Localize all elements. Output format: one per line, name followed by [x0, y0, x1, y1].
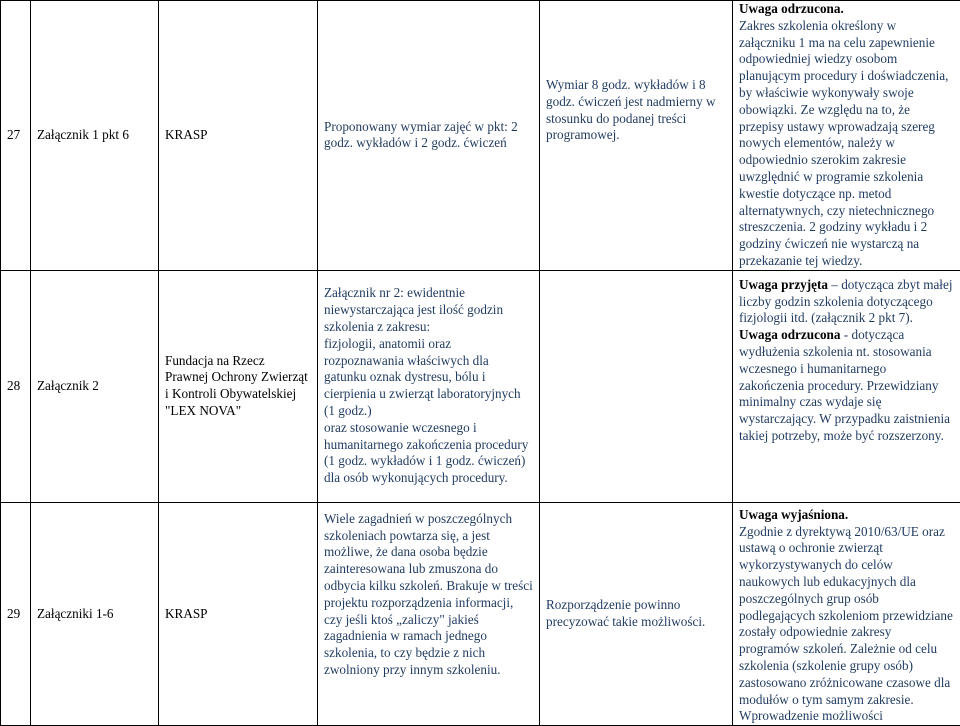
comment-text: Wiele zagadnień w poszczególnych szkoleniach powtarza się, a jest możliwe, że dana osoba będzie zainteresowana lub zmuszona do odbycia kilku szkoleń. Brakuje w treści projektu rozporządzenia informacji, czy jeśli ktoś „zaliczy" jakieś zagadnienia w ramach jednego szkolenia, to czy będzie z nich zwolniony przy innym szkoleniu. — [324, 511, 533, 679]
proposal-text: Wymiar 8 godz. wykładów i 8 godz. ćwiczeń jest nadmierny w stosunku do podanej treści programowej. — [546, 77, 726, 144]
comment-cell — [318, 270, 540, 502]
reference-cell: Załączniki 1-6 — [31, 502, 159, 725]
table-row — [1, 270, 960, 502]
response-cell — [733, 1, 960, 271]
reference-cell: Załącznik 2 — [31, 270, 159, 502]
response-cell — [733, 502, 960, 725]
response-title: Uwaga przyjęta — [739, 277, 828, 292]
row-number: 27 — [1, 1, 31, 271]
row-number: 28 — [1, 270, 31, 502]
reference-cell: Załącznik 1 pkt 6 — [31, 1, 159, 271]
response-title: Uwaga odrzucona — [739, 327, 840, 342]
comment-text-1: Załącznik nr 2: ewidentnie niewystarczająca jest ilość godzin szkolenia z zakresu: — [324, 285, 533, 335]
comment-cell — [318, 1, 540, 271]
table-row — [1, 502, 960, 725]
organization-cell: Fundacja na Rzecz Prawnej Ochrony Zwierząt i Kontroli Obywatelskiej "LEX NOVA" — [159, 270, 318, 502]
table-row — [1, 1, 960, 271]
response-body: Zgodnie z dyrektywą 2010/63/UE oraz ustawą o ochronie zwierząt wykorzystywanych do celów naukowych lub edukacyjnych dla poszczególnych grup osób podlegających szkoleniom przewidziane zostały odpowiednie zakresy programów szkoleń. Zależnie od celu szkolenia (szkolenie grupy osób) zastosowano zróżnicowane czasowe dla modułów o tym samym zakresie. Wprowadzenie możliwości — [739, 524, 954, 726]
comment-text-3: oraz stosowanie wczesnego i humanitarnego zakończenia procedury (1 godz. wykładów i 1 godz. ćwiczeń) dla osób wykonujących procedury. — [324, 420, 533, 487]
response-body: Zakres szkolenia określony w załączniku 1 ma na celu zapewnienie odpowiedniej wiedzy osobom planującym procedury i doświadczenia, by właściwie wykonywały swoje obowiązki. Ze względu na to, że przepisy ustawy wprowadzają szereg nowych elementów, należy w odpowiednio szerokim zakresie uwzględnić w programie szkolenia kwestie dotyczące np. metod alternatywnych, czy nietechnicznego streszczenia. 2 godziny wykładu i 2 godziny ćwiczeń nie wystarczą na przekazanie tej wiedzy. — [739, 18, 954, 270]
comment-cell — [318, 502, 540, 725]
organization-cell: KRASP — [159, 1, 318, 271]
response-body: – dotycząca zbyt małej liczby godzin szkolenia dotyczącego fizjologii itd. (załącznik 2 pkt 7). — [739, 277, 953, 326]
proposal-cell — [540, 502, 733, 725]
proposal-cell — [540, 270, 733, 502]
comment-text: Proponowany wymiar zajęć w pkt: 2 godz. wykładów i 2 godz. ćwiczeń — [324, 119, 533, 153]
row-number: 29 — [1, 502, 31, 725]
comment-text-2: fizjologii, anatomii oraz rozpoznawania właściwych dla gatunku oznak dystresu, bólu i cierpienia u zwierząt laboratoryjnych (1 godz.) — [324, 336, 533, 420]
response-title: Uwaga odrzucona. — [739, 1, 954, 18]
organization-cell: KRASP — [159, 502, 318, 725]
response-title: Uwaga wyjaśniona. — [739, 507, 954, 524]
response-cell — [733, 270, 960, 502]
response-body: - dotycząca wydłużenia szkolenia nt. stosowania wczesnego i humanitarnego zakończenia procedury. Przewidziany minimalny czas wydaje się wystarczający. W przypadku zaistnienia takiej potrzeby, może być rozszerzony. — [739, 327, 950, 443]
proposal-text: Rozporządzenie powinno precyzować takie możliwości. — [546, 597, 726, 631]
proposal-cell — [540, 1, 733, 271]
